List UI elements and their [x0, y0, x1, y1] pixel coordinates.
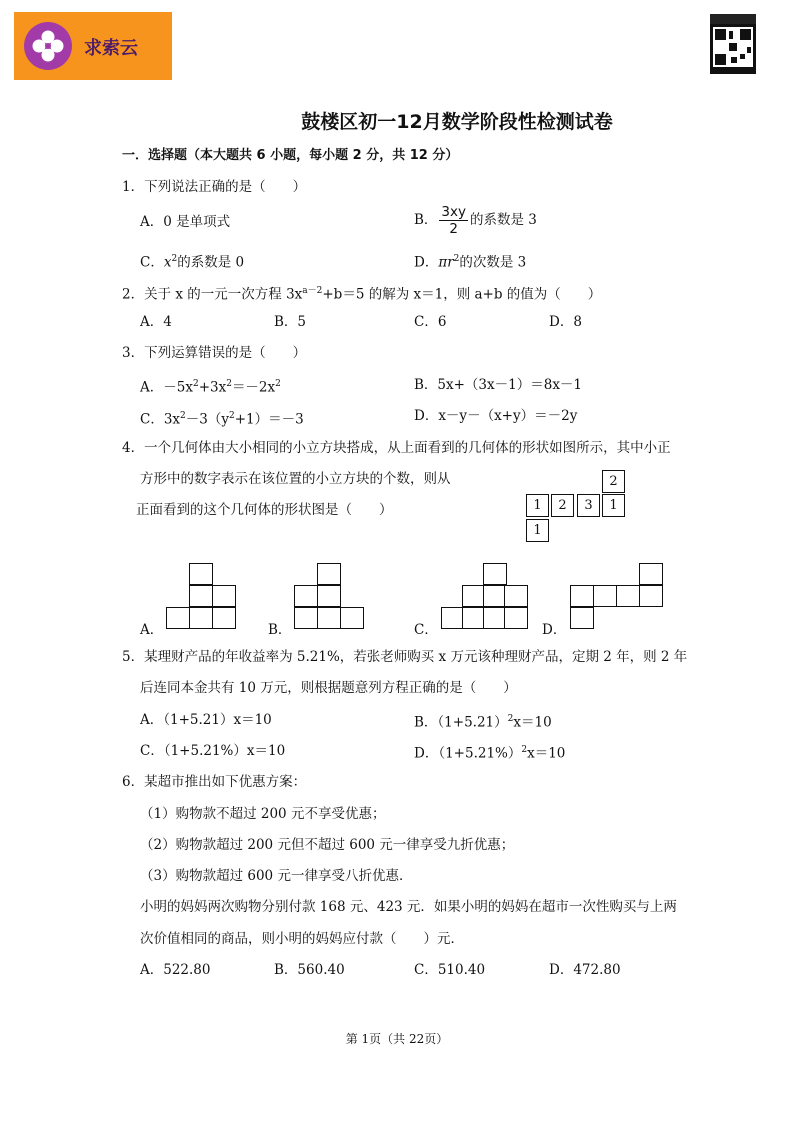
q3-option-c: C．$3x^2-3(y^2+1)=-3$	[140, 411, 304, 428]
q6-stem: 6．某超市推出如下优惠方案：	[122, 774, 307, 790]
q2-option-a: A．4	[140, 314, 172, 330]
q4-option-d-figure	[570, 563, 666, 631]
q2-option-b: B．5	[274, 314, 307, 330]
q5-option-b: B．$(1+5.21)^2x=10$	[414, 714, 552, 731]
q1-option-d: D．$\pi r^2$的次数是 3	[414, 254, 527, 271]
q3-stem: 3．下列运算错误的是（ ）	[122, 345, 307, 361]
q6-line2: 次价值相同的商品，则小明的妈妈应付款（ ）元．	[140, 931, 464, 947]
q5-line2: 后连同本金共有 10 万元，则根据题意列方程正确的是（ ）	[140, 680, 517, 696]
q1-option-c: C．$x^2$的系数是 0	[140, 254, 245, 271]
top-view-figure	[526, 470, 631, 546]
q4-option-c-label: C．	[414, 622, 438, 638]
q3-option-b: B．5x+（3x－1）＝8x－1	[414, 377, 583, 393]
page-footer: 第 1页（共 22页）	[345, 1032, 449, 1046]
q5-option-a: A．（1+5.21）x＝10	[140, 712, 272, 728]
grid-cell: 3	[577, 494, 600, 517]
q6-rule-2: （2）购物款超过 200 元但不超过 600 元一律享受九折优惠；	[140, 837, 515, 853]
q1-option-b: B． $\frac{3xy}{2}$ 的系数是 3	[414, 204, 537, 237]
logo	[14, 12, 172, 80]
section-heading: 一．选择题（本大题共 6 小题，每小题 2 分，共 12 分）	[122, 148, 459, 163]
q6-option-c: C．510.40	[414, 962, 486, 978]
q5-line1: 5．某理财产品的年收益率为 5.21%，若张老师购买 x 万元该种理财产品，定期 2 年，则 2 年	[122, 649, 688, 665]
logo-text: 求索云	[84, 38, 138, 59]
q4-option-a-figure	[166, 563, 238, 631]
q3-option-d: D．x－y－（x+y）＝－2y	[414, 408, 578, 424]
q1-stem: 1．下列说法正确的是（ ）	[122, 179, 307, 195]
q1-option-a: A．0 是单项式	[140, 214, 231, 230]
grid-cell: 1	[526, 494, 549, 517]
page-title: 鼓楼区初一12月数学阶段性检测试卷	[301, 111, 613, 133]
grid-cell: 2	[551, 494, 574, 517]
q5-option-d: D．$(1+5.21\%)^2x=10$	[414, 745, 566, 762]
q4-option-b-label: B．	[268, 622, 292, 638]
q4-option-c-figure	[441, 563, 537, 631]
q6-option-d: D．472.80	[549, 962, 621, 978]
q2-option-c: C．6	[414, 314, 447, 330]
q6-line1: 小明的妈妈两次购物分别付款 168 元、423 元．如果小明的妈妈在超市一次性购买与上两	[140, 899, 677, 915]
q4-option-b-figure	[294, 563, 366, 631]
q2-stem: 2．关于 x 的一元一次方程 $3x^{a-2}+b=5$ 的解为 x＝1，则 a+b 的值为（ ）	[122, 286, 602, 303]
q3-option-a: A．$-5x^2+3x^2=-2x^2$	[140, 379, 281, 396]
q6-rule-3: （3）购物款超过 600 元一律享受八折优惠．	[140, 868, 413, 884]
grid-cell: 1	[526, 519, 549, 542]
q4-option-d-label: D．	[542, 622, 567, 638]
q6-rule-1: （1）购物款不超过 200 元不享受优惠；	[140, 806, 386, 822]
q4-line3: 正面看到的这个几何体的形状图是（ ）	[136, 502, 393, 518]
q6-option-a: A．522.80	[140, 962, 211, 978]
q5-option-c: C．（1+5.21%）x＝10	[140, 743, 286, 759]
clover-icon	[24, 22, 72, 70]
q4-line1: 4．一个几何体由大小相同的小立方块搭成，从上面看到的几何体的形状如图所示，其中小正	[122, 440, 671, 456]
grid-cell: 2	[602, 470, 625, 493]
q2-option-d: D．8	[549, 314, 582, 330]
q4-line2: 方形中的数字表示在该位置的小立方块的个数，则从	[140, 471, 451, 487]
qr-code-icon	[710, 14, 756, 74]
grid-cell: 1	[602, 494, 625, 517]
q4-option-a-label: A．	[140, 622, 164, 638]
q6-option-b: B．560.40	[274, 962, 345, 978]
